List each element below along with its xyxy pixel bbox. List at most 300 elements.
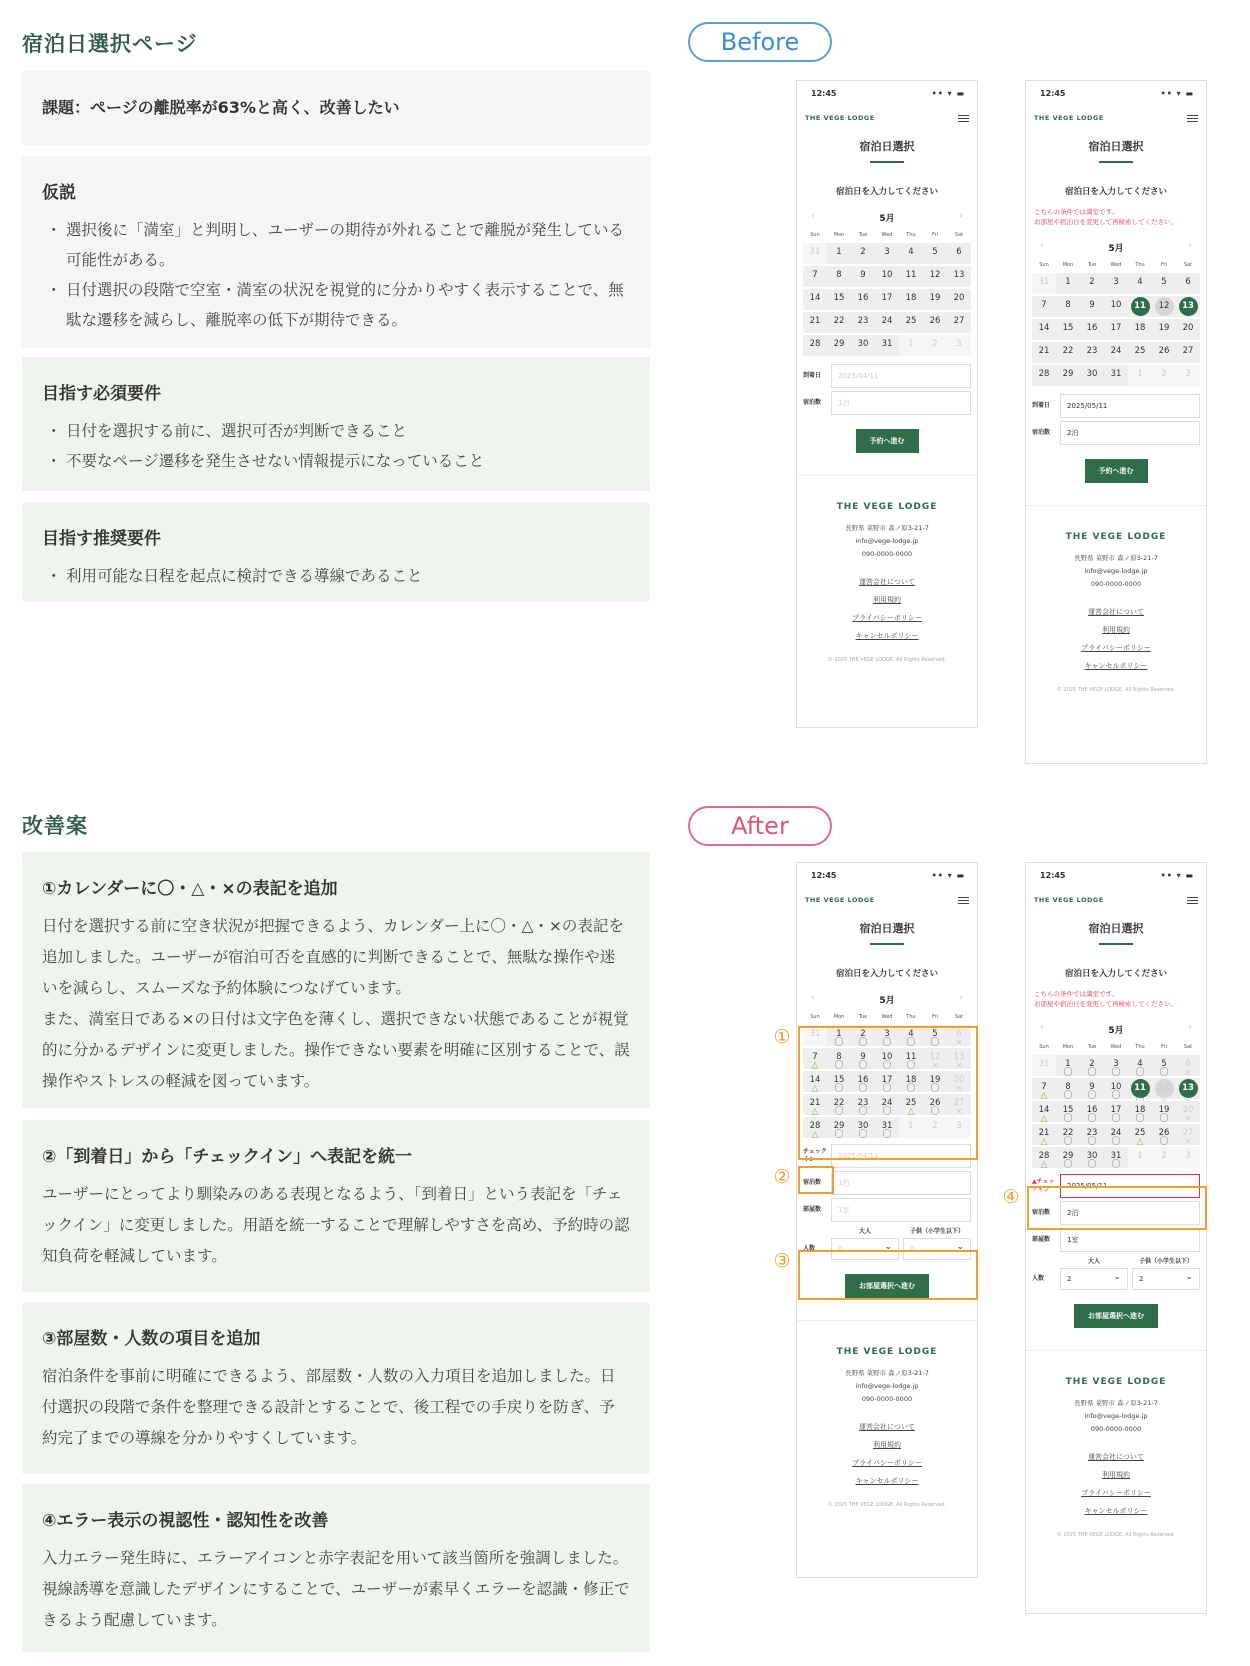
reserve-button[interactable]: 予約へ進む (1085, 459, 1148, 483)
highlight-people (798, 1250, 978, 1300)
hypothesis-title: 仮説 (42, 183, 76, 203)
footer-address: 長野県 菜野市 森ノ原3-21-7 (845, 524, 929, 532)
day-number: 1 (836, 1029, 842, 1039)
day-number: 20 (1182, 1105, 1194, 1115)
hypothesis-box (22, 156, 650, 348)
weekday-label: Wed (881, 232, 893, 238)
day-number: 10 (881, 270, 893, 280)
weekday-label: Wed (881, 1014, 893, 1020)
calendar-day[interactable] (1176, 319, 1200, 340)
calendar-day[interactable] (851, 335, 875, 356)
footer-link[interactable]: 利用規約 (1102, 626, 1130, 634)
calendar-day[interactable] (923, 266, 947, 287)
calendar-day[interactable] (1104, 1147, 1128, 1168)
day-number: 12 (929, 270, 941, 280)
status-time: 12:45 (811, 89, 837, 98)
day-number: 26 (929, 316, 941, 326)
calendar-day[interactable] (1104, 365, 1128, 386)
calendar-day[interactable] (1056, 365, 1080, 386)
footer-link[interactable]: プライバシーポリシー (1081, 1489, 1151, 1497)
checkin-label-text: チェックイン (1032, 1178, 1055, 1193)
site-logo[interactable]: THE VEGE LODGE (1034, 896, 1104, 904)
day-number: 17 (881, 293, 893, 303)
day-number: 18 (1134, 1105, 1146, 1115)
adult-select[interactable]: 0 ⌄ (831, 1238, 899, 1260)
day-number: 1 (1065, 277, 1071, 287)
prev-month-icon[interactable]: ‹ (811, 993, 815, 1003)
day-number: 27 (1182, 1128, 1194, 1138)
day-number: 31 (1110, 369, 1122, 379)
availability-mark: 〇 (858, 1084, 868, 1094)
availability-mark: 〇 (1063, 1068, 1073, 1078)
footer-link[interactable]: 運営会社について (859, 1423, 915, 1431)
footer-logo: THE VEGE LODGE (1065, 532, 1167, 542)
calendar-day[interactable] (1080, 296, 1104, 317)
calendar-day[interactable] (851, 266, 875, 287)
nights-label: 宿泊数 (1032, 1209, 1051, 1216)
calendar-day[interactable] (923, 289, 947, 310)
day-number: 30 (1086, 1151, 1098, 1161)
weekday-label: Mon (1062, 262, 1074, 268)
prev-month-icon[interactable]: ‹ (1040, 1023, 1044, 1033)
calendar-day[interactable] (1080, 342, 1104, 363)
day-number: 26 (1158, 346, 1170, 356)
menu-icon[interactable] (1187, 897, 1198, 904)
calendar-day[interactable] (1104, 1101, 1128, 1122)
day-number: 11 (1131, 297, 1150, 316)
weekday-label: Tue (1087, 262, 1097, 268)
calendar-day[interactable] (1080, 1055, 1104, 1076)
nights-input[interactable]: 2泊 (1060, 421, 1200, 445)
calendar-day[interactable] (1032, 1124, 1056, 1145)
site-footer (797, 475, 977, 683)
day-number: 20 (1182, 323, 1194, 333)
calendar-day[interactable] (875, 335, 899, 356)
calendar-day[interactable] (1152, 1101, 1176, 1122)
footer-copyright: © 2025 THE VEGE LODGE. All Rights Reserved. (827, 657, 947, 663)
availability-mark: 〇 (1159, 1114, 1169, 1124)
day-number: 16 (1086, 1105, 1098, 1115)
day-number: 28 (1038, 369, 1050, 379)
availability-mark: 〇 (1087, 1068, 1097, 1078)
improvement-4 (22, 1484, 650, 1652)
calendar-day (803, 243, 827, 264)
marker-4: ④ (1002, 1186, 1020, 1208)
calendar-day[interactable] (1128, 342, 1152, 363)
day-number: 31 (809, 1029, 821, 1039)
day-number: 2 (1161, 1151, 1167, 1161)
rooms-input[interactable]: 1室 (831, 1198, 971, 1222)
footer-address: 長野県 菜野市 森ノ原3-21-7 (1074, 554, 1158, 562)
calendar-day[interactable] (803, 335, 827, 356)
marker-1: ① (773, 1026, 791, 1048)
day-number: 13 (953, 270, 965, 280)
calendar-day[interactable] (875, 243, 899, 264)
weekday-label: Thu (1135, 262, 1145, 268)
footer-copyright: © 2025 THE VEGE LODGE. All Rights Reserved. (1056, 687, 1176, 693)
site-logo[interactable]: THE VEGE LODGE (805, 896, 875, 904)
title-underline (870, 161, 904, 163)
improvement-1 (22, 852, 650, 1108)
day-number: 5 (932, 247, 938, 257)
weekday-label: Sat (954, 232, 964, 238)
day-number: 12 (1155, 1079, 1174, 1098)
calendar-day (1128, 365, 1152, 386)
menu-icon[interactable] (958, 115, 969, 122)
calendar-day[interactable] (1104, 1124, 1128, 1145)
day-number: 19 (929, 293, 941, 303)
rooms-input[interactable]: 1室 (1060, 1228, 1200, 1252)
footer-link[interactable]: 運営会社について (859, 578, 915, 586)
availability-mark: 〇 (1063, 1160, 1073, 1170)
error-message: こちらの条件では満室です。 お部屋や宿泊日を変更して再検索してください。 (1034, 990, 1177, 1008)
screen-subtitle: 宿泊日を入力してください (1064, 969, 1167, 979)
calendar-day[interactable] (1056, 1055, 1080, 1076)
footer-link[interactable]: キャンセルポリシー (1084, 1507, 1148, 1515)
calendar-day[interactable] (827, 243, 851, 264)
title-underline (1099, 943, 1133, 945)
marker-2: ② (773, 1166, 791, 1188)
day-number: 12 (929, 1052, 941, 1062)
footer-link[interactable]: プライバシーポリシー (1081, 644, 1151, 652)
calendar-day[interactable] (1104, 342, 1128, 363)
day-number: 25 (1134, 1128, 1146, 1138)
calendar-day[interactable] (1152, 273, 1176, 294)
calendar-day[interactable] (875, 266, 899, 287)
day-number: 25 (1134, 346, 1146, 356)
day-number: 5 (1161, 277, 1167, 287)
nights-input[interactable]: 2泊 (1060, 1201, 1200, 1225)
day-number: 8 (836, 270, 842, 280)
day-number: 24 (1110, 346, 1122, 356)
footer-link[interactable]: プライバシーポリシー (852, 1459, 922, 1467)
improvement-text: 日付を選択する前に空き状況が把握できるよう、カレンダー上に〇・△・×の表記を追加しました。ユーザーが宿泊可否を直感的に判断できることで、無駄な操作や迷いを減らし、スムーズな予約体験につなげています。 (42, 917, 624, 997)
next-month-icon[interactable]: › (959, 211, 963, 221)
calendar-day[interactable] (1152, 342, 1176, 363)
calendar-day[interactable] (1152, 1124, 1176, 1145)
calendar-day[interactable] (1176, 296, 1200, 317)
status-bar (797, 81, 977, 98)
day-number: 2 (1161, 369, 1167, 379)
reserve-button[interactable]: 予約へ進む (856, 429, 919, 453)
month-label: 5月 (1108, 1026, 1124, 1036)
calendar-day[interactable] (1128, 273, 1152, 294)
calendar-day[interactable] (1080, 1078, 1104, 1099)
calendar-day[interactable] (875, 289, 899, 310)
menu-icon[interactable] (958, 897, 969, 904)
checkin-label-text: チェックイン (803, 1148, 827, 1163)
calendar-day (1176, 365, 1200, 386)
availability-mark: △ (907, 1107, 915, 1117)
menu-icon[interactable] (1187, 115, 1198, 122)
calendar-day[interactable] (899, 266, 923, 287)
calendar-day[interactable] (1080, 1101, 1104, 1122)
availability-mark: × (955, 1107, 963, 1117)
day-number: 6 (1185, 1059, 1191, 1069)
day-number: 13 (1179, 1079, 1198, 1098)
footer-link[interactable]: プライバシーポリシー (852, 614, 922, 622)
calendar-day[interactable] (1032, 365, 1056, 386)
day-number: 1 (836, 247, 842, 257)
calendar-day[interactable] (1056, 1147, 1080, 1168)
calendar-day[interactable] (851, 243, 875, 264)
day-number: 2 (1089, 277, 1095, 287)
adult-select[interactable]: 2 ⌄ (1060, 1268, 1128, 1290)
weekday-label: Tue (1087, 1044, 1097, 1050)
availability-mark: 〇 (1159, 1137, 1169, 1147)
calendar-day[interactable] (899, 289, 923, 310)
checkin-label (1032, 402, 1060, 410)
status-time: 12:45 (1040, 89, 1066, 98)
calendar-day[interactable] (923, 243, 947, 264)
footer-link[interactable]: 運営会社について (1088, 608, 1144, 616)
weekday-label: Sun (810, 232, 820, 238)
room-select-button[interactable]: お部屋選択へ進む (1074, 1304, 1158, 1328)
weekday-label: Sun (810, 1014, 820, 1020)
footer-copyright: © 2025 THE VEGE LODGE. All Rights Reserved. (1056, 1532, 1176, 1538)
title-underline (1099, 161, 1133, 163)
footer-link[interactable]: 利用規約 (873, 596, 901, 604)
after-label: After (688, 806, 832, 846)
footer-logo: THE VEGE LODGE (1065, 1377, 1167, 1387)
calendar-day[interactable] (1056, 296, 1080, 317)
error-message: こちらの条件では満室です。 お部屋や宿泊日を変更して再検索してください。 (1034, 208, 1177, 226)
weekday-label: Mon (833, 232, 845, 238)
day-number: 17 (1110, 323, 1122, 333)
calendar-day[interactable] (1128, 1078, 1152, 1099)
availability-mark: × (1184, 1114, 1192, 1124)
calendar-day[interactable] (1080, 1124, 1104, 1145)
calendar-day[interactable] (899, 312, 923, 333)
availability-mark: × (931, 1061, 939, 1071)
calendar-day[interactable] (1128, 1055, 1152, 1076)
calendar-day[interactable] (1056, 273, 1080, 294)
site-footer (1026, 1350, 1206, 1558)
day-number: 5 (932, 1029, 938, 1039)
weekday-label: Mon (1062, 1044, 1074, 1050)
day-number: 24 (881, 1098, 893, 1108)
footer-link[interactable]: 運営会社について (1088, 1453, 1144, 1461)
day-number: 4 (908, 247, 914, 257)
day-number: 10 (1110, 1082, 1122, 1092)
day-number: 29 (833, 1121, 845, 1131)
checkin-date-input[interactable]: 2025/04/11 (831, 1144, 971, 1168)
footer-tel: 090-0000-0000 (861, 550, 913, 558)
weekday-label: Tue (858, 232, 868, 238)
day-number: 19 (1158, 323, 1170, 333)
calendar-day[interactable] (947, 266, 971, 287)
calendar-day[interactable] (851, 289, 875, 310)
day-number: 31 (809, 247, 821, 257)
calendar-day (1032, 1055, 1056, 1076)
footer-copyright: © 2025 THE VEGE LODGE. All Rights Reserved. (827, 1502, 947, 1508)
calendar-day (1176, 1147, 1200, 1168)
day-number: 20 (953, 1075, 965, 1085)
calendar-day[interactable] (1152, 319, 1176, 340)
calendar-day[interactable] (947, 312, 971, 333)
calendar-day (947, 335, 971, 356)
calendar-day[interactable] (1128, 319, 1152, 340)
calendar-day[interactable] (1032, 1078, 1056, 1099)
site-logo[interactable]: THE VEGE LODGE (805, 114, 875, 122)
availability-mark: 〇 (834, 1107, 844, 1117)
calendar-day[interactable] (923, 312, 947, 333)
next-month-icon[interactable]: › (1188, 1023, 1192, 1033)
calendar-day[interactable] (827, 289, 851, 310)
child-select[interactable]: 0 ⌄ (903, 1238, 971, 1260)
day-number: 7 (1041, 300, 1047, 310)
calendar-day[interactable] (1152, 1055, 1176, 1076)
calendar-day[interactable] (1032, 1101, 1056, 1122)
day-number: 3 (956, 1121, 962, 1131)
improvement-title: ③部屋数・人数の項目を追加 (42, 1329, 261, 1349)
checkin-date-input[interactable]: 2025/04/11 (831, 364, 971, 388)
site-logo[interactable]: THE VEGE LODGE (1034, 114, 1104, 122)
calendar-day[interactable] (1104, 319, 1128, 340)
calendar-day[interactable] (827, 266, 851, 287)
prev-month-icon[interactable]: ‹ (1040, 241, 1044, 251)
availability-mark: 〇 (1135, 1114, 1145, 1124)
availability-mark: △ (1040, 1160, 1048, 1170)
calendar-day[interactable] (1032, 1147, 1056, 1168)
calendar-day[interactable] (875, 312, 899, 333)
calendar-day[interactable] (1056, 319, 1080, 340)
day-number: 30 (1086, 369, 1098, 379)
calendar-day[interactable] (1104, 1055, 1128, 1076)
footer-link[interactable]: 利用規約 (1102, 1471, 1130, 1479)
calendar-day[interactable] (1104, 1078, 1128, 1099)
calendar-day[interactable] (1176, 342, 1200, 363)
checkin-date-input[interactable]: 2025/05/11 (1060, 1174, 1200, 1198)
footer-link[interactable]: キャンセルポリシー (855, 1477, 919, 1485)
availability-mark: △ (811, 1084, 819, 1094)
footer-email: info@vege-lodge.jp (1084, 1412, 1148, 1420)
calendar-day[interactable] (1032, 296, 1056, 317)
day-number: 27 (1182, 346, 1194, 356)
child-select[interactable]: 2 ⌄ (1132, 1268, 1200, 1290)
calendar-day[interactable] (1080, 365, 1104, 386)
improve-title: 改善案 (22, 814, 88, 838)
calendar-day (1176, 1101, 1200, 1122)
day-number: 3 (956, 339, 962, 349)
footer-address: 長野県 菜野市 森ノ原3-21-7 (1074, 1399, 1158, 1407)
day-number: 27 (953, 1098, 965, 1108)
footer-link[interactable]: キャンセルポリシー (1084, 662, 1148, 670)
calendar-day[interactable] (827, 335, 851, 356)
calendar-day[interactable] (1080, 273, 1104, 294)
calendar-day[interactable] (1176, 273, 1200, 294)
calendar-day[interactable] (899, 243, 923, 264)
calendar-day[interactable] (1056, 1078, 1080, 1099)
footer-tel: 090-0000-0000 (1090, 1425, 1142, 1433)
calendar-day[interactable] (803, 289, 827, 310)
calendar-day[interactable] (947, 289, 971, 310)
footer-link[interactable]: キャンセルポリシー (855, 632, 919, 640)
day-number: 2 (932, 339, 938, 349)
rooms-label: 部屋数 (803, 1206, 822, 1213)
prev-month-icon[interactable]: ‹ (811, 211, 815, 221)
phone-before-error (1025, 80, 1207, 764)
availability-mark: 〇 (1135, 1068, 1145, 1078)
day-number: 7 (812, 1052, 818, 1062)
next-month-icon[interactable]: › (959, 993, 963, 1003)
day-number: 8 (836, 1052, 842, 1062)
calendar-day[interactable] (1032, 342, 1056, 363)
room-select-button[interactable]: お部屋選択へ進む (845, 1274, 929, 1298)
recommended-title: 目指す推奨要件 (42, 529, 161, 549)
weekday-label: Thu (1135, 1044, 1145, 1050)
day-number: 21 (809, 316, 821, 326)
calendar-day[interactable] (827, 312, 851, 333)
calendar-day[interactable] (1080, 319, 1104, 340)
day-number: 2 (860, 247, 866, 257)
day-number: 29 (1062, 369, 1074, 379)
rooms-label: 部屋数 (1032, 1236, 1051, 1243)
calendar-day[interactable] (851, 312, 875, 333)
calendar-day[interactable] (1056, 1101, 1080, 1122)
page-title: 宿泊日選択ページ (22, 32, 198, 56)
calendar-day[interactable] (1128, 1124, 1152, 1145)
day-number: 9 (1089, 300, 1095, 310)
calendar-day[interactable] (1104, 296, 1128, 317)
footer-link[interactable]: 利用規約 (873, 1441, 901, 1449)
hypothesis-item: ・ 選択後に「満室」と判明し、ユーザーの期待が外れることで離脱が発生している可能性がある。 (42, 215, 630, 275)
day-number: 30 (857, 1121, 869, 1131)
calendar-day[interactable] (1056, 342, 1080, 363)
screen-title: 宿泊日選択 (1088, 922, 1144, 935)
calendar-day[interactable] (947, 243, 971, 264)
day-number: 28 (809, 339, 821, 349)
availability-mark: × (955, 1061, 963, 1071)
availability-mark: 〇 (1087, 1160, 1097, 1170)
calendar-day[interactable] (1056, 1124, 1080, 1145)
phone-after-error (1025, 862, 1207, 1614)
availability-mark: 〇 (858, 1061, 868, 1071)
calendar-day[interactable] (803, 266, 827, 287)
checkin-date-input[interactable]: 2025/05/11 (1060, 394, 1200, 418)
calendar-day[interactable] (1152, 296, 1176, 317)
calendar-day[interactable] (1080, 1147, 1104, 1168)
day-number: 29 (1062, 1151, 1074, 1161)
day-number: 8 (1065, 300, 1071, 310)
nights-input[interactable]: 1泊 (831, 1171, 971, 1195)
calendar-day[interactable] (803, 312, 827, 333)
day-number: 1 (908, 1121, 914, 1131)
calendar-day[interactable] (1128, 1101, 1152, 1122)
calendar-day (1128, 1147, 1152, 1168)
nights-input[interactable]: 1泊 (831, 391, 971, 415)
calendar-day[interactable] (1032, 319, 1056, 340)
availability-mark: △ (1040, 1137, 1048, 1147)
availability-mark: 〇 (858, 1038, 868, 1048)
weekday-label: Sat (954, 1014, 964, 1020)
people-label: 人数 (803, 1245, 816, 1252)
availability-mark: 〇 (882, 1130, 892, 1140)
availability-mark: 〇 (1087, 1114, 1097, 1124)
day-number: 14 (809, 293, 821, 303)
next-month-icon[interactable]: › (1188, 241, 1192, 251)
calendar-day[interactable] (1128, 296, 1152, 317)
day-number: 3 (1113, 1059, 1119, 1069)
day-number: 19 (1158, 1105, 1170, 1115)
weekday-label: Thu (906, 1014, 916, 1020)
status-icons: •• ▾ ▬ (931, 89, 965, 98)
day-number: 21 (1038, 346, 1050, 356)
day-number: 13 (953, 1052, 965, 1062)
calendar-day[interactable] (1104, 273, 1128, 294)
availability-mark: 〇 (1063, 1114, 1073, 1124)
highlight-calendar (798, 1026, 978, 1160)
